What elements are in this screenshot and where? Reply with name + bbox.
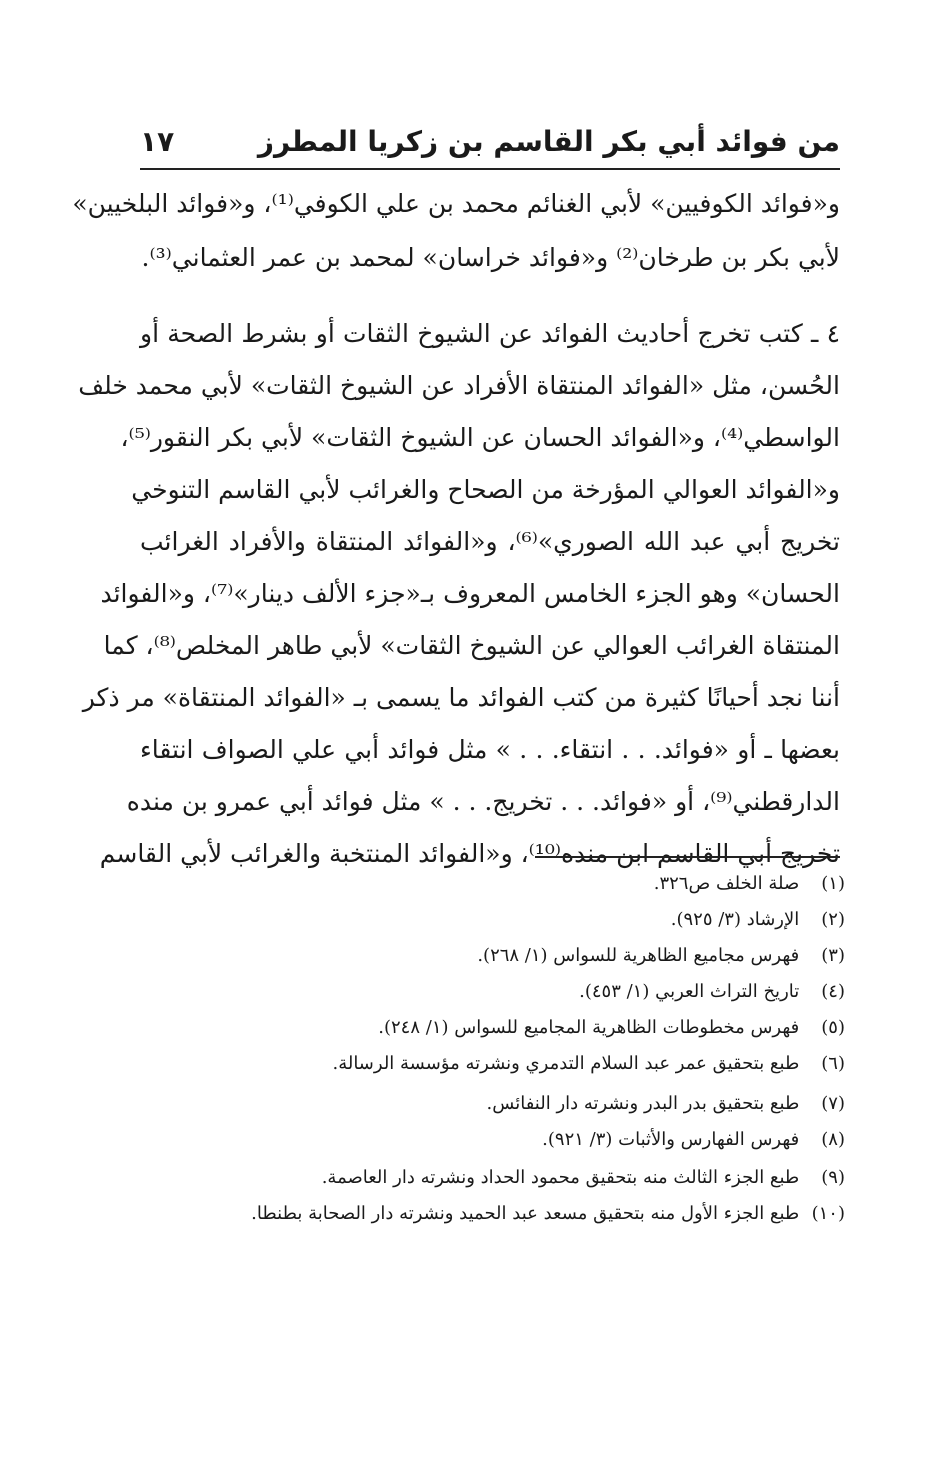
page-number: ١٧: [140, 125, 175, 158]
footnote: [140, 1126, 845, 1154]
footnote-text: فهرس مخطوطات الظاهرية المجاميع للسواس (١/ ٢٤٨).: [378, 1017, 800, 1038]
footnote-text: فهرس الفهارس والأثبات (٣/ ٩٢١).: [542, 1129, 800, 1150]
footnote-number: (٥): [821, 1017, 845, 1038]
body-line: ٤ ـ كتب تخرج أحاديث الفوائد عن الشيوخ الثقات أو بشرط الصحة أو: [140, 319, 840, 348]
body-line: لأبي بكر بن طرخان⁽²⁾ و«فوائد خراسان» لمحمد بن عمر العثماني⁽³⁾.: [141, 243, 840, 272]
footnote-number: (٦): [821, 1053, 845, 1074]
footnote-number: (٢): [821, 909, 845, 930]
body-line: تخريج أبي عبد الله الصوري»⁽⁶⁾، و«الفوائد المنتقاة والأفراد الغرائب: [140, 527, 840, 556]
running-header: [140, 118, 840, 170]
body-line: الحسان» وهو الجزء الخامس المعروف بـ«جزء الألف دينار»⁽⁷⁾، و«الفوائد: [100, 579, 840, 608]
footnote: [140, 1050, 845, 1078]
footnote: [140, 1164, 845, 1192]
footnote-text: طبع بتحقيق عمر عبد السلام التدمري ونشرته مؤسسة الرسالة.: [332, 1053, 800, 1074]
footnote-text: فهرس مجاميع الظاهرية للسواس (١/ ٢٦٨).: [477, 945, 800, 966]
footnote: [140, 1014, 845, 1042]
body-line: الدارقطني⁽⁹⁾، أو «فوائد. . . تخريج. . . » مثل فوائد أبي عمرو بن منده: [126, 787, 840, 816]
body-line: و«فوائد الكوفيين» لأبي الغنائم محمد بن علي الكوفي⁽¹⁾، و«فوائد البلخيين»: [72, 189, 840, 218]
footnote-number: (١): [821, 873, 845, 894]
footnote-text: تاريخ التراث العربي (١/ ٤٥٣).: [579, 981, 800, 1002]
footnote: [140, 1090, 845, 1118]
body-line: بعضها ـ أو «فوائد. . . انتقاء. . . » مثل فوائد أبي علي الصواف انتقاء: [140, 735, 840, 764]
footnote-text: صلة الخلف ص٣٢٦.: [653, 873, 800, 894]
body-line: الحُسن، مثل «الفوائد المنتقاة الأفراد عن الشيوخ الثقات» لأبي محمد خلف: [78, 371, 840, 400]
footnote-text: طبع الجزء الأول منه بتحقيق مسعد عبد الحميد ونشرته دار الصحابة بطنطا.: [251, 1203, 800, 1224]
footnote: [140, 1200, 845, 1228]
footnote: [140, 978, 845, 1006]
footnote: [140, 906, 845, 934]
footnote-number: (٣): [821, 945, 845, 966]
body-line: أننا نجد أحيانًا كثيرة من كتب الفوائد ما يسمى بـ «الفوائد المنتقاة» مر ذكر: [82, 683, 840, 712]
footnote-number: (٧): [821, 1093, 845, 1114]
footnote-text: طبع بتحقيق بدر البدر ونشرته دار النفائس.: [486, 1093, 800, 1114]
footnote-text: الإرشاد (٣/ ٩٢٥).: [670, 909, 800, 930]
footnote-text: طبع الجزء الثالث منه بتحقيق محمود الحداد ونشرته دار العاصمة.: [321, 1167, 800, 1188]
footnote-number: (٨): [821, 1129, 845, 1150]
footnote-number: (١٠): [811, 1203, 845, 1224]
body-line: المنتقاة الغرائب العوالي عن الشيوخ الثقات» لأبي طاهر المخلص⁽⁸⁾، كما: [103, 631, 840, 660]
body-line: تخريج أبي القاسم ابن منده⁽¹⁰⁾، و«الفوائد المنتخبة والغرائب لأبي القاسم: [99, 839, 840, 868]
footnote-number: (٩): [821, 1167, 845, 1188]
body-line: الواسطي⁽⁴⁾، و«الفوائد الحسان عن الشيوخ الثقات» لأبي بكر النقور⁽⁵⁾،: [120, 423, 840, 452]
footnote-separator: [535, 856, 840, 858]
footnote: [140, 870, 845, 898]
footnote: [140, 942, 845, 970]
running-title: من فوائد أبي بكر القاسم بن زكريا المطرز: [257, 125, 840, 158]
footnote-number: (٤): [821, 981, 845, 1002]
body-line: و«الفوائد العوالي المؤرخة من الصحاح والغرائب لأبي القاسم التنوخي: [131, 475, 840, 504]
